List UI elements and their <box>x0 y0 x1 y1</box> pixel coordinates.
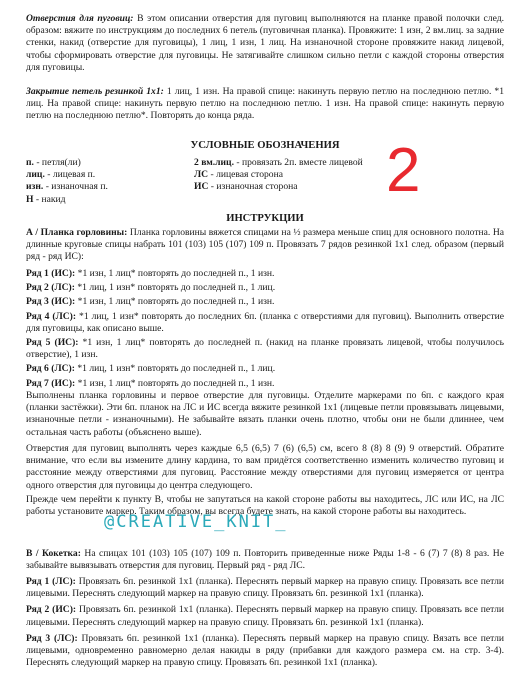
section-a-intro: А / Планка горловины: Планка горловины вяжется спицами на ½ размера меньше спиц для основного полотна. На длинные круговые спицы набрать 101 (103) 105 (107) 109 п. Провязать 7 рядов резинкой 1х1 след. образом (первый ряд - ряд ИС): <box>26 227 505 263</box>
section-b-rows <box>26 576 504 669</box>
markers-paragraph: Выполнены планка горловины и первое отверстие для пуговицы. Отделите маркерами по 6п. с каждого края (планки застёжки). Эти 6п. планок на ЛС и ИС всегда вяжите резинкой 1х1 (лицевые петли провязывать лицевыми, изнаночные петли - изнаночными). Не забывайте вязать планки очень плотно, чтобы они не были длиннее, чем остальная часть работы (объяснено выше). <box>26 390 504 438</box>
row-item: Ряд 2 (ИС): Провязать 6п. резинкой 1х1 (планка). Переснять первый маркер на правую спицу. Провязать все петли лицевыми. Переснять следующий маркер на правую спицу. Провязать 6п. резинкой 1х1 (планка). <box>26 604 504 628</box>
legend-item: 2 вм.лиц. - провязать 2п. вместе лицевой <box>194 157 363 168</box>
section-a-rows <box>26 268 504 390</box>
row-item: Ряд 3 (ИС): *1 изн, 1 лиц* повторять до последней п., 1 изн. <box>26 296 275 308</box>
row-item: Ряд 6 (ЛС): *1 лиц, 1 изн* повторять до последней п., 1 лиц. <box>26 363 276 375</box>
legend-item: п. - петля(ли) <box>26 157 81 168</box>
closing-paragraph <box>26 86 504 123</box>
legend-right <box>194 157 363 194</box>
legend-title: УСЛОВНЫЕ ОБОЗНАЧЕНИЯ <box>190 140 340 151</box>
row-item: Ряд 1 (ИС): *1 изн, 1 лиц* повторять до последней п., 1 изн. <box>26 268 275 279</box>
buttonholes-text: В этом описании отверстия для пуговиц выполняются на планке правой полочки след. образом: вяжите по инструкциям до последних 6 петель (пуговичная планка). Провяжите: 1 изн, 2 вм.лиц. за задние стенки, накид (отверстие для пуговицы), 1 лиц, 1 изн, 1 лиц. На изнаночной стороне провяжите накид лицевой, чтобы сформировать отверстие для пуговицы. Не затягивайте слишком сильно петли с каждой стороны отверстия для пуговицы. <box>26 13 504 73</box>
watermark: @CREATIVE_KNIT_ <box>104 512 288 532</box>
legend-item: Н - накид <box>26 193 66 205</box>
closing-text: 1 лиц, 1 изн. На правой спице: накинуть первую петлю на последнюю петлю. *1 лиц. На правой спице: накинуть первую петлю на последнюю петлю. 1 изн. На правой спице: накинуть первую петлю на последнюю петлю*. Повторять до конца ряда. <box>26 86 504 122</box>
row-item: Ряд 1 (ЛС): Провязать 6п. резинкой 1х1 (планка). Переснять первый маркер на правую спицу. Провязать все петли лицевыми. Переснять следующий маркер на правую спицу. Провязать 6п. резинкой 1х1 (планка). <box>26 576 504 600</box>
section-b-title: В / Кокетка: <box>26 548 81 559</box>
legend-item: ИС - изнаночная сторона <box>194 181 298 193</box>
row-item: Ряд 3 (ЛС): Провязать 6п. резинкой 1х1 (планка). Переснять первый маркер на правую спицу. Вязать все петли лицевыми, одновременно равномерно делая накиды в ряду (прибавки для каждого размера см. на стр. 3-4). Переснять следующий маркер на правую спицу. Провязать 6п. резинкой 1х1 (планка). <box>26 632 504 669</box>
section-b-intro: В / Кокетка: На спицах 101 (103) 105 (107) 109 п. Повторить приведенные ниже Ряды 1-8 - 6 (7) 7 (8) 8 раз. Не забывайте вывязывать отверстия для пуговиц. Первый ряд - ряд ЛС. <box>26 548 504 572</box>
buttonholes-title: Отверстия для пуговиц: <box>26 13 134 24</box>
before-b-paragraph: Прежде чем перейти к пункту В, чтобы не запутаться на какой стороне работы вы находитесь, ЛС или ИС, на ЛС работы установите маркер. Таким образом, вы всегда будете знать, на какой стороне работы вы находитесь. <box>26 494 504 518</box>
instructions-title: ИНСТРУКЦИИ <box>226 213 304 224</box>
row-item: Ряд 7 (ИС): *1 изн, 1 лиц* повторять до последней п., 1 изн. <box>26 377 275 389</box>
legend-item: изн. - изнаночная п. <box>26 181 108 193</box>
row-item: Ряд 2 (ЛС): *1 лиц, 1 изн* повторять до последней п., 1 лиц. <box>26 282 276 294</box>
closing-title: Закрытие петель резинкой 1х1: <box>26 86 164 97</box>
legend-item: лиц. - лицевая п. <box>26 169 96 181</box>
section-a-title: А / Планка горловины: <box>26 227 128 238</box>
buttonhole-spacing-paragraph: Отверстия для пуговиц выполнять через каждые 6,5 (6,5) 7 (6) (6,5) см, всего 8 (8) 8 (9) 9 отверстий. Обратите внимание, что если вы измените длину кардина, то вам придётся соответственно изменить количество пуговиц и расстояние между отверстиями для пуговиц. Расстояние между отверстиями для пуговиц измеряется от центра одного отверстия для пуговицы до центра следующего. <box>26 443 504 491</box>
legend-left <box>26 157 108 206</box>
page-number-annotation: 2 <box>386 136 421 205</box>
legend-item: ЛС - лицевая сторона <box>194 169 283 181</box>
row-item: Ряд 5 (ИС): *1 изн, 1 лиц* повторять до последней п. (накид на планке провязать лицевой, чтобы получилось отверстие), 1 изн. <box>26 337 504 361</box>
row-item: Ряд 4 (ЛС): *1 лиц, 1 изн* повторять до последних 6п. (планка с отверстиями для пуговиц). Выполнить отверстие для пуговицы, как описано выше. <box>26 310 504 334</box>
buttonholes-paragraph <box>26 13 504 74</box>
